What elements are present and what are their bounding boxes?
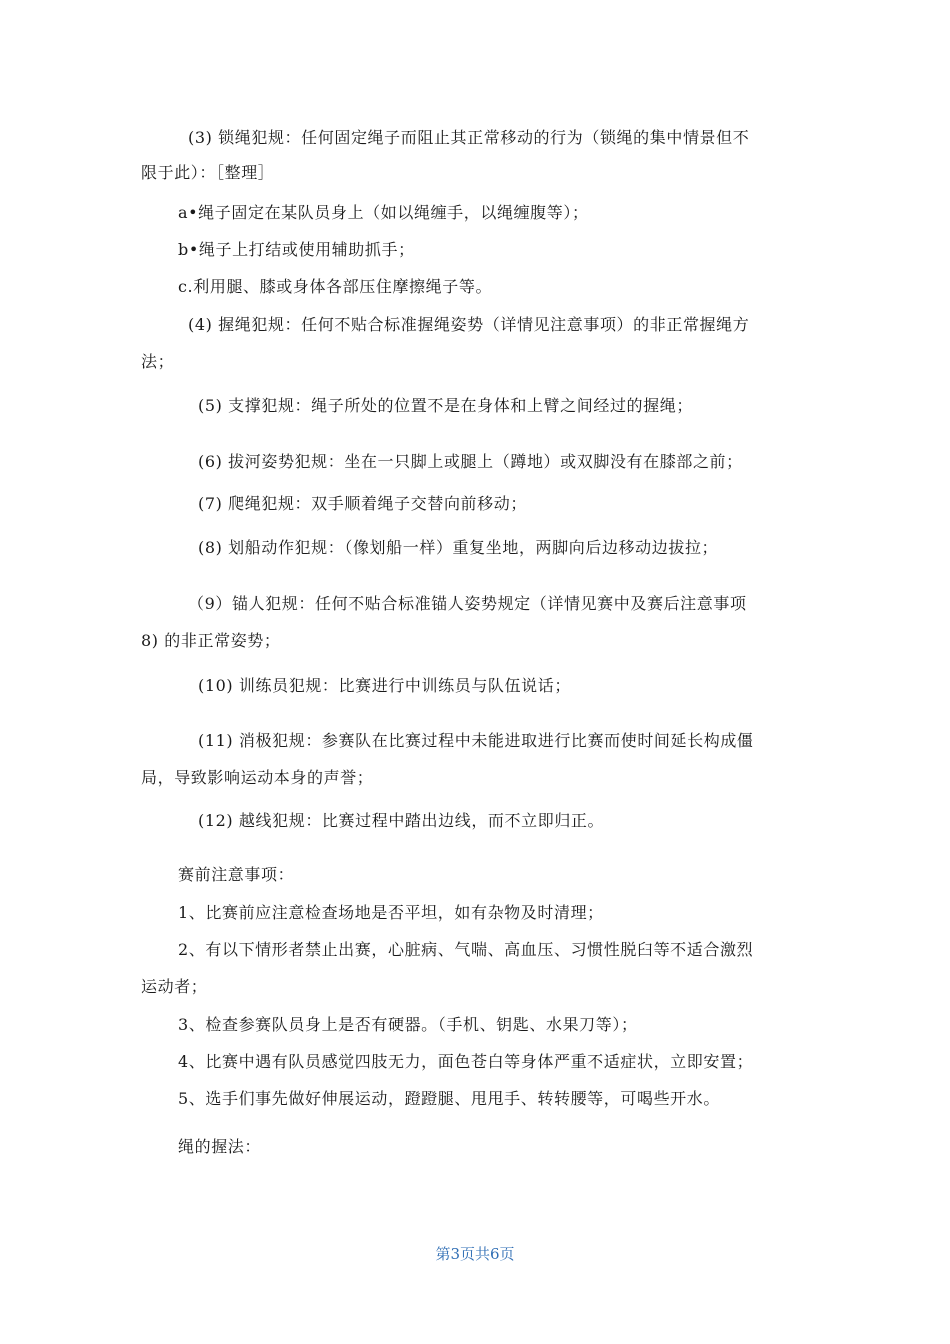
rule-3-item-a: a•绳子固定在某队员身上（如以绳缠手，以绳缠腹等）； [178, 203, 589, 222]
rule-11-line-1: (11) 消极犯规：参赛队在比赛过程中未能进取进行比赛而使时间延长构成僵 [198, 731, 754, 750]
rule-3-line-1: (3) 锁绳犯规：任何固定绳子而阻止其正常移动的行为（锁绳的集中情景但不 [188, 128, 750, 147]
pre-match-item-2-line-2: 运动者； [141, 977, 208, 996]
rule-10: (10) 训练员犯规：比赛进行中训练员与队伍说话； [198, 676, 571, 695]
pre-match-title: 赛前注意事项： [178, 865, 295, 884]
rule-7: (7) 爬绳犯规：双手顺着绳子交替向前移动； [198, 494, 527, 513]
rule-12: (12) 越线犯规：比赛过程中踏出边线，而不立即归正。 [198, 811, 605, 830]
rule-11-line-2: 局，导致影响运动本身的声誉； [141, 768, 374, 787]
rule-6: (6) 拔河姿势犯规：坐在一只脚上或腿上（蹲地）或双脚没有在膝部之前； [198, 452, 743, 471]
pre-match-item-2-line-1: 2、有以下情形者禁止出赛，心脏病、气喘、高血压、习惯性脱臼等不适合激烈 [178, 940, 754, 959]
rule-9-line-2: 8) 的非正常姿势； [141, 631, 281, 650]
rule-8: (8) 划船动作犯规：（像划船一样）重复坐地，两脚向后边移动边拔拉； [198, 538, 719, 557]
grip-method-title: 绳的握法： [178, 1137, 262, 1156]
pre-match-item-1: 1、比赛前应注意检查场地是否平坦，如有杂物及时清理； [178, 903, 604, 922]
pre-match-item-3: 3、检查参赛队员身上是否有硬器。（手机、钥匙、水果刀等）； [178, 1015, 638, 1034]
pre-match-item-5: 5、选手们事先做好伸展运动，蹬蹬腿、甩甩手、转转腰等，可喝些开水。 [178, 1089, 720, 1108]
page-number-footer: 第3页共6页 [435, 1245, 515, 1263]
rule-3-line-2: 限于此）：［整理］ [141, 163, 275, 182]
rule-9-line-1: （9）锚人犯规：任何不贴合标准锚人姿势规定（详情见赛中及赛后注意事项 [188, 594, 747, 613]
rule-5: (5) 支撑犯规：绳子所处的位置不是在身体和上臂之间经过的握绳； [198, 396, 693, 415]
rule-3-item-c: c.利用腿、膝或身体各部压住摩擦绳子等。 [178, 277, 493, 296]
rule-4-line-1: (4) 握绳犯规：任何不贴合标准握绳姿势（详情见注意事项）的非正常握绳方 [188, 315, 750, 334]
pre-match-item-4: 4、比赛中遇有队员感觉四肢无力，面色苍白等身体严重不适症状，立即安置； [178, 1052, 754, 1071]
rule-3-item-b: b•绳子上打结或使用辅助抓手； [178, 240, 415, 259]
rule-4-line-2: 法； [141, 352, 175, 371]
